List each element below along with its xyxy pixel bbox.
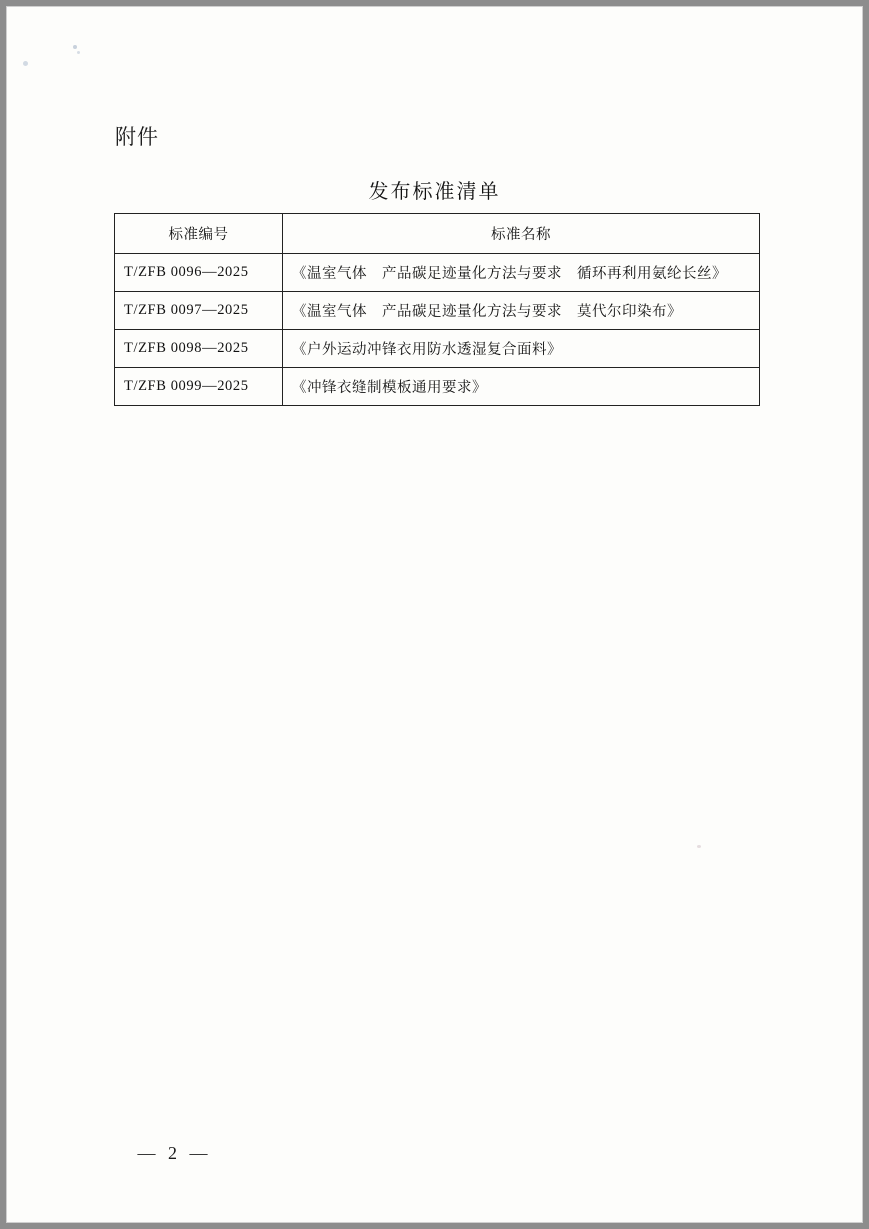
cell-standard-code: T/ZFB 0099—2025 bbox=[115, 368, 283, 406]
column-header-code: 标准编号 bbox=[115, 214, 283, 254]
scan-speck-icon bbox=[77, 51, 80, 54]
column-header-name: 标准名称 bbox=[283, 214, 760, 254]
table-header-row bbox=[115, 214, 760, 254]
table-row bbox=[115, 292, 760, 330]
attachment-label: 附件 bbox=[115, 125, 159, 149]
cell-standard-name: 《冲锋衣缝制模板通用要求》 bbox=[283, 368, 760, 406]
cell-standard-code: T/ZFB 0096—2025 bbox=[115, 254, 283, 292]
page-number bbox=[7, 1143, 862, 1164]
table-row bbox=[115, 330, 760, 368]
cell-standard-code: T/ZFB 0097—2025 bbox=[115, 292, 283, 330]
page-title: 发布标准清单 bbox=[368, 179, 501, 203]
cell-standard-name: 《户外运动冲锋衣用防水透湿复合面料》 bbox=[283, 330, 760, 368]
table-row bbox=[115, 254, 760, 292]
cell-standard-code: T/ZFB 0098—2025 bbox=[115, 330, 283, 368]
cell-standard-name: 《温室气体 产品碳足迹量化方法与要求 莫代尔印染布》 bbox=[283, 292, 760, 330]
table-row bbox=[115, 368, 760, 406]
scan-speck-icon bbox=[73, 45, 77, 49]
document-page bbox=[6, 6, 863, 1223]
scan-speck-icon bbox=[23, 61, 28, 66]
standards-table bbox=[114, 213, 760, 406]
scan-speck-icon bbox=[697, 845, 701, 848]
page-number-text: — 2 — bbox=[137, 1143, 212, 1163]
cell-standard-name: 《温室气体 产品碳足迹量化方法与要求 循环再利用氨纶长丝》 bbox=[283, 254, 760, 292]
